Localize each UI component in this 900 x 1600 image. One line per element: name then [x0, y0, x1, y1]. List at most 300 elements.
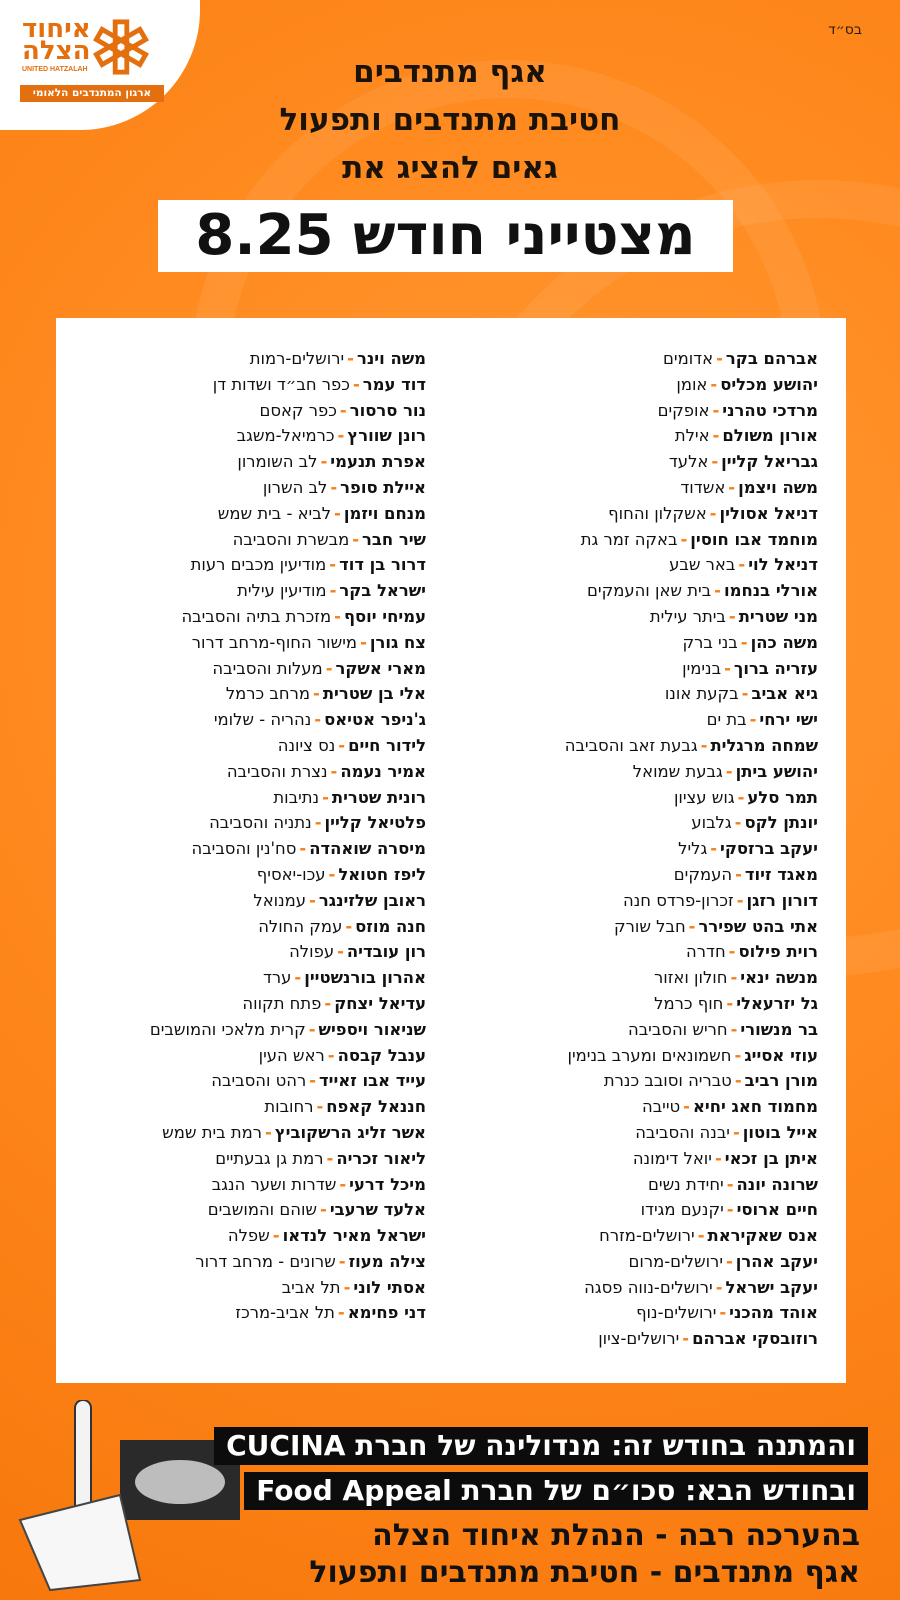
honoree-entry: [458, 552, 818, 578]
honoree-area: באר שבע: [669, 555, 736, 575]
honoree-area: מעלות והסביבה: [212, 658, 323, 678]
separator-dash: -: [324, 993, 332, 1013]
separator-dash: -: [738, 555, 746, 575]
separator-dash: -: [732, 1122, 740, 1142]
separator-dash: -: [337, 426, 345, 446]
honoree-name: עייד אבו זאייד: [319, 1071, 426, 1091]
honoree-entry: [458, 810, 818, 836]
honoree-name: עדיאל יצחק: [334, 993, 426, 1013]
separator-dash: -: [682, 1329, 690, 1349]
honoree-entry: [458, 914, 818, 940]
honoree-area: תל אביב: [281, 1277, 341, 1297]
honoree-area: טבריה וסובב כנרת: [603, 1071, 732, 1091]
separator-dash: -: [320, 452, 328, 472]
separator-dash: -: [735, 864, 742, 884]
honoree-area: העמקים: [673, 864, 733, 884]
separator-dash: -: [683, 1097, 690, 1117]
logo-tagline: ארגון המתנדבים הלאומי: [20, 85, 164, 102]
honoree-area: לב השרון: [262, 477, 328, 497]
separator-dash: -: [725, 1251, 733, 1271]
honoree-name: חנה מוזס: [355, 916, 426, 936]
honoree-entry: [458, 398, 818, 424]
honoree-name: ראובן שלזינגר: [318, 890, 426, 910]
honoree-name: דני פחימא: [347, 1303, 426, 1323]
honoree-area: גבעת שמואל: [632, 761, 723, 781]
separator-dash: -: [711, 452, 719, 472]
honoree-area: נתיבות: [273, 787, 320, 807]
honoree-entry: [66, 578, 426, 604]
honoree-entry: [458, 759, 818, 785]
honoree-name: אורלי בנחמו: [723, 581, 818, 601]
separator-dash: -: [322, 787, 329, 807]
honoree-area: כרמיאל-משגב: [236, 426, 335, 446]
honoree-entry: [66, 1017, 426, 1043]
honoree-name: פלטיאל קליין: [324, 813, 426, 833]
honoree-name: ישראל בקר: [339, 581, 426, 601]
honoree-name: אשר זליג הרשקוביץ: [274, 1122, 426, 1142]
honoree-name: בר מנשורי: [740, 1019, 818, 1039]
separator-dash: -: [716, 349, 723, 368]
honoree-area: נהריה - שלומי: [213, 710, 312, 730]
honoree-name: יעקב ישראל: [725, 1277, 818, 1297]
honoree-name: לידור חיים: [348, 735, 426, 755]
honoree-area: כפר קאסם: [259, 400, 337, 420]
separator-dash: -: [736, 890, 744, 910]
honoree-area: בנימין: [682, 658, 722, 678]
honoree-name: דניאל לוי: [748, 555, 818, 575]
gift-next-month-bar: [244, 1472, 868, 1510]
separator-dash: -: [715, 1277, 723, 1297]
separator-dash: -: [338, 1251, 346, 1271]
honoree-name: יעקב ברזסקי: [720, 839, 818, 859]
separator-dash: -: [749, 710, 757, 730]
separator-dash: -: [265, 1122, 272, 1142]
honoree-area: מישור החוף-מרחב דרור: [191, 632, 358, 652]
honoree-area: ערד: [262, 968, 292, 988]
separator-dash: -: [327, 1045, 335, 1065]
honoree-name: עוזי אסייג: [744, 1045, 818, 1065]
honoree-entry: [66, 552, 426, 578]
separator-dash: -: [714, 581, 721, 601]
honoree-name: שמחה מרגלית: [710, 735, 818, 755]
honoree-name: רונן שוורץ: [347, 426, 426, 446]
separator-dash: -: [345, 916, 353, 936]
honoree-name: אפרת תנעמי: [330, 452, 426, 472]
honoree-area: גוש עציון: [673, 787, 735, 807]
separator-dash: -: [730, 968, 738, 988]
honoree-area: שפלה: [227, 1226, 270, 1246]
separator-dash: -: [330, 477, 338, 497]
honoree-area: ירושלים-ציון: [598, 1329, 680, 1349]
honoree-area: עכו-יאסיף: [256, 864, 326, 884]
honoree-name: ליאור זכריה: [336, 1148, 426, 1168]
honoree-entry: [66, 501, 426, 527]
separator-dash: -: [308, 1019, 316, 1039]
separator-dash: -: [360, 632, 367, 652]
honoree-entry: [66, 1275, 426, 1301]
honoree-entry: [66, 914, 426, 940]
honoree-entry: [66, 1223, 426, 1249]
gift-this-month-prefix: והמתנה בחודש זה:: [611, 1429, 856, 1462]
honoree-name: אלי בן שטרית: [322, 684, 426, 704]
honoree-entry: [66, 785, 426, 811]
honoree-area: חוף כרמל: [654, 993, 724, 1013]
separator-dash: -: [734, 1045, 742, 1065]
honoree-name: עמיחי יוסף: [343, 606, 426, 626]
header-line-3: גאים להציג את: [342, 150, 558, 186]
honoree-name: אהרון בורנשטיין: [304, 968, 426, 988]
honoree-area: לב השומרון: [237, 452, 318, 472]
separator-dash: -: [313, 684, 320, 704]
separator-dash: -: [734, 813, 742, 833]
honoree-area: באקה זמר גת: [580, 529, 678, 549]
honoree-entry: [458, 346, 818, 372]
separator-dash: -: [352, 529, 360, 549]
honoree-name: נור סרסור: [349, 400, 426, 420]
honoree-name: דניאל אסולין: [719, 503, 818, 523]
honoree-entry: [66, 1068, 426, 1094]
separator-dash: -: [330, 761, 338, 781]
honoree-name: מרדכי טהרני: [722, 400, 818, 420]
honoree-area: יחידת נשים: [648, 1174, 724, 1194]
honoree-entry: [66, 939, 426, 965]
separator-dash: -: [725, 761, 733, 781]
separator-dash: -: [352, 374, 360, 394]
honoree-entry: [458, 1223, 818, 1249]
honoree-name: איילת סופר: [340, 477, 426, 497]
honorees-column-left: [66, 346, 426, 1326]
honoree-area: ראש העין: [258, 1045, 325, 1065]
honoree-entry: [458, 578, 818, 604]
logo-name-en: UNITED HATZALAH: [22, 66, 88, 73]
separator-dash: -: [724, 658, 731, 678]
honoree-area: אומן: [676, 374, 708, 394]
honoree-area: שדרות ושער הנגב: [211, 1174, 337, 1194]
honoree-name: דורון רזגן: [746, 890, 818, 910]
honoree-area: מודיעין עילית: [237, 581, 327, 601]
separator-dash: -: [339, 1174, 347, 1194]
honoree-area: גליל: [678, 839, 708, 859]
honoree-name: משה וינר: [356, 349, 426, 368]
honoree-entry: [66, 965, 426, 991]
honoree-area: קרית מלאכי והמושבים: [149, 1019, 306, 1039]
footer-line-1: בהערכה רבה - הנהלת איחוד הצלה: [372, 1518, 860, 1553]
honoree-area: יבנה והסביבה: [635, 1122, 730, 1142]
honoree-area: תל אביב-מרכז: [235, 1303, 335, 1323]
honoree-entry: [458, 475, 818, 501]
separator-dash: -: [334, 503, 341, 523]
honoree-name: אסתי לוני: [353, 1277, 426, 1297]
separator-dash: -: [712, 426, 720, 446]
honoree-entry: [66, 604, 426, 630]
honoree-area: בית שאן והעמקים: [587, 581, 712, 601]
honoree-area: חולון ואזור: [654, 968, 728, 988]
honoree-name: ישי ירחי: [759, 710, 818, 730]
honoree-area: גבעת זאב והסביבה: [564, 735, 698, 755]
header-line-1: אגף מתנדבים: [353, 54, 547, 90]
separator-dash: -: [740, 632, 748, 652]
honoree-entry: [66, 888, 426, 914]
honoree-area: לביא - בית שמש: [217, 503, 332, 523]
honoree-area: חריש והסביבה: [627, 1019, 728, 1039]
honoree-area: ביתר עילית: [649, 606, 726, 626]
separator-dash: -: [314, 710, 322, 730]
honoree-name: יהושע מכליס: [720, 374, 818, 394]
honoree-entry: [66, 656, 426, 682]
honoree-entry: [458, 1197, 818, 1223]
honoree-name: צילה מעוז: [348, 1251, 426, 1271]
honoree-entry: [458, 862, 818, 888]
separator-dash: -: [325, 658, 333, 678]
honoree-entry: [458, 1300, 818, 1326]
separator-dash: -: [326, 1148, 334, 1168]
honoree-name: מנשה ינאי: [740, 968, 818, 988]
honoree-entry: [66, 810, 426, 836]
honoree-entry: [458, 372, 818, 398]
separator-dash: -: [329, 581, 337, 601]
honoree-entry: [66, 1249, 426, 1275]
honoree-name: שניאור ויספיש: [318, 1019, 426, 1039]
honoree-area: בת ים: [706, 710, 747, 730]
honoree-area: זכרון-פרדס חנה: [623, 890, 734, 910]
honoree-area: טייבה: [642, 1097, 681, 1117]
honoree-name: אוהד מהכני: [729, 1303, 818, 1323]
honoree-area: בני ברק: [682, 632, 738, 652]
separator-dash: -: [339, 400, 347, 420]
separator-dash: -: [728, 477, 736, 497]
honoree-name: אמיר נעמה: [340, 761, 426, 781]
honoree-area: ירושלים-נווה פסגה: [584, 1277, 713, 1297]
honoree-area: ירושלים-מרום: [628, 1251, 723, 1271]
honoree-area: מודיעין מכבים רעות: [190, 555, 327, 575]
honoree-entry: [458, 991, 818, 1017]
separator-dash: -: [700, 735, 708, 755]
page-title: מצטייני חודש 8.25: [158, 200, 733, 272]
honoree-name: ליפז חטואל: [338, 864, 426, 884]
honoree-name: חיים ארוסי: [736, 1200, 818, 1220]
honoree-area: פתח תקווה: [242, 993, 322, 1013]
honoree-name: שרונה יונה: [736, 1174, 818, 1194]
honoree-area: יואל דימונה: [632, 1148, 712, 1168]
honoree-name: אתי בהט שפירר: [698, 916, 818, 936]
honoree-area: אופקים: [657, 400, 710, 420]
separator-dash: -: [680, 529, 688, 549]
separator-dash: -: [741, 684, 749, 704]
honoree-entry: [66, 1172, 426, 1198]
honoree-entry: [458, 1068, 818, 1094]
honoree-area: שוהם והמושבים: [207, 1200, 318, 1220]
separator-dash: -: [334, 606, 341, 626]
separator-dash: -: [343, 1277, 351, 1297]
honoree-entry: [66, 423, 426, 449]
separator-dash: -: [710, 374, 718, 394]
honoree-area: אלעד: [668, 452, 709, 472]
honoree-area: ירושלים-נוף: [636, 1303, 717, 1323]
separator-dash: -: [730, 1019, 738, 1039]
honoree-area: עפולה: [289, 942, 335, 962]
honoree-entry: [458, 501, 818, 527]
honoree-name: שיר חבר: [362, 529, 426, 549]
separator-dash: -: [726, 1200, 734, 1220]
separator-dash: -: [726, 1174, 734, 1194]
header-line-2: חטיבת מתנדבים ותפעול: [279, 102, 621, 138]
honoree-area: אדומים: [663, 349, 714, 368]
honoree-area: נצרת והסביבה: [226, 761, 328, 781]
separator-dash: -: [320, 1200, 327, 1220]
honoree-entry: [66, 372, 426, 398]
honoree-area: בקעת אונו: [664, 684, 739, 704]
honoree-area: גלבוע: [691, 813, 732, 833]
gift-this-month-item: מנדולינה של חברת CUCINA: [226, 1429, 602, 1462]
honoree-name: אייל בוטון: [742, 1122, 818, 1142]
honoree-entry: [458, 836, 818, 862]
honoree-entry: [66, 836, 426, 862]
honoree-area: חבל שורק: [613, 916, 686, 936]
honoree-name: גיא אביב: [751, 684, 818, 704]
honoree-name: מאגד זיוד: [744, 864, 818, 884]
honoree-area: חדרה: [686, 942, 726, 962]
separator-dash: -: [737, 787, 745, 807]
honoree-name: אברהם בקר: [725, 349, 818, 368]
separator-dash: -: [728, 942, 736, 962]
honoree-name: מיכל דרעי: [349, 1174, 426, 1194]
separator-dash: -: [719, 1303, 727, 1323]
honoree-area: יקנעם מגידו: [640, 1200, 724, 1220]
honoree-entry: [66, 862, 426, 888]
separator-dash: -: [328, 864, 336, 884]
separator-dash: -: [347, 349, 354, 368]
honoree-entry: [66, 733, 426, 759]
separator-dash: -: [309, 890, 316, 910]
honoree-entry: [458, 423, 818, 449]
honoree-name: גבריאל קליין: [721, 452, 818, 472]
honoree-entry: [458, 707, 818, 733]
honoree-entry: [458, 965, 818, 991]
honoree-entry: [458, 681, 818, 707]
honoree-entry: [66, 449, 426, 475]
honoree-entry: [66, 1094, 426, 1120]
honoree-entry: [458, 527, 818, 553]
honoree-name: אנס שאקיראת: [707, 1226, 818, 1246]
honoree-area: כפר חב״ד ושדות דן: [212, 374, 350, 394]
separator-dash: -: [688, 916, 696, 936]
honoree-area: רחובות: [264, 1097, 314, 1117]
honoree-entry: [458, 733, 818, 759]
honoree-name: גל יזרעאלי: [736, 993, 818, 1013]
bsd-mark: בס״ד: [828, 22, 862, 38]
honoree-entry: [66, 707, 426, 733]
honoree-name: רוזובסקי אברהם: [692, 1329, 818, 1349]
honoree-name: משה ויצמן: [738, 477, 818, 497]
honoree-area: רמת גן גבעתיים: [215, 1148, 324, 1168]
honoree-name: דרור בן דוד: [339, 555, 426, 575]
separator-dash: -: [714, 1148, 722, 1168]
honoree-name: דוד עמר: [362, 374, 426, 394]
honoree-entry: [458, 449, 818, 475]
honoree-name: מחמוד חאג יחיא: [692, 1097, 818, 1117]
honoree-entry: [458, 1043, 818, 1069]
honoree-area: נס ציונה: [277, 735, 336, 755]
honoree-entry: [458, 888, 818, 914]
honoree-name: רון עובדיה: [346, 942, 426, 962]
honoree-entry: [458, 630, 818, 656]
honorees-column-right: [458, 346, 818, 1352]
separator-dash: -: [294, 968, 302, 988]
honoree-name: יעקב אהרן: [735, 1251, 818, 1271]
separator-dash: -: [709, 503, 717, 523]
honoree-area: עמנואל: [253, 890, 307, 910]
footer-line-2: אגף מתנדבים - חטיבת מתנדבים ותפעול: [309, 1555, 860, 1590]
honoree-area: שרונים - מרחב דרור: [195, 1251, 336, 1271]
honoree-name: עזריה ברוך: [733, 658, 818, 678]
honoree-name: מני שטרית: [738, 606, 818, 626]
honoree-name: רוית פילוס: [738, 942, 818, 962]
honoree-entry: [66, 1120, 426, 1146]
honoree-name: רונית שטרית: [331, 787, 426, 807]
honoree-entry: [66, 1146, 426, 1172]
honoree-entry: [458, 939, 818, 965]
separator-dash: -: [329, 555, 337, 575]
honoree-entry: [66, 991, 426, 1017]
honoree-entry: [458, 604, 818, 630]
honoree-entry: [66, 527, 426, 553]
honoree-name: משה כהן: [750, 632, 818, 652]
honoree-entry: [66, 759, 426, 785]
separator-dash: -: [734, 1071, 742, 1091]
honoree-name: מיסרה שואהדה: [309, 839, 426, 859]
gift-next-month-prefix: ובחודש הבא:: [685, 1474, 856, 1507]
gift-next-month-item: סכו״ם של חברת Food Appeal: [256, 1474, 676, 1507]
separator-dash: -: [697, 1226, 705, 1246]
logo-name-he: איחוד הצלה: [22, 14, 91, 66]
honoree-entry: [66, 346, 426, 372]
honoree-entry: [458, 1326, 818, 1352]
honoree-entry: [458, 1275, 818, 1301]
separator-dash: -: [726, 993, 734, 1013]
honoree-name: ענבל קבסה: [337, 1045, 426, 1065]
honoree-area: ירושלים-רמות: [249, 349, 345, 368]
honoree-entry: [458, 656, 818, 682]
honoree-entry: [458, 785, 818, 811]
separator-dash: -: [337, 1303, 345, 1323]
honoree-entry: [66, 1300, 426, 1326]
honoree-entry: [458, 1172, 818, 1198]
honoree-entry: [458, 1146, 818, 1172]
separator-dash: -: [272, 1226, 280, 1246]
honoree-name: מוחמד אבו חוסין: [690, 529, 818, 549]
honoree-area: חשמונאים ומערב בנימין: [567, 1045, 732, 1065]
honoree-name: חננאל קאפח: [326, 1097, 426, 1117]
honoree-entry: [66, 630, 426, 656]
honoree-area: נתניה והסביבה: [209, 813, 312, 833]
honoree-name: אלעד שרעבי: [329, 1200, 426, 1220]
gift-this-month-bar: [214, 1427, 868, 1465]
honoree-entry: [66, 1197, 426, 1223]
honoree-name: מנחם ויזמן: [343, 503, 426, 523]
honoree-name: ג'ניפר אטיאס: [324, 710, 426, 730]
honoree-name: תמר סלע: [747, 787, 818, 807]
honoree-name: איתן בן זכאי: [724, 1148, 818, 1168]
separator-dash: -: [710, 839, 718, 859]
honoree-entry: [458, 1249, 818, 1275]
honoree-entry: [458, 1017, 818, 1043]
separator-dash: -: [314, 813, 322, 833]
honoree-entry: [458, 1094, 818, 1120]
separator-dash: -: [337, 942, 344, 962]
honoree-area: אשקלון והחוף: [608, 503, 707, 523]
honoree-area: מבשרת והסביבה: [232, 529, 350, 549]
separator-dash: -: [299, 839, 307, 859]
